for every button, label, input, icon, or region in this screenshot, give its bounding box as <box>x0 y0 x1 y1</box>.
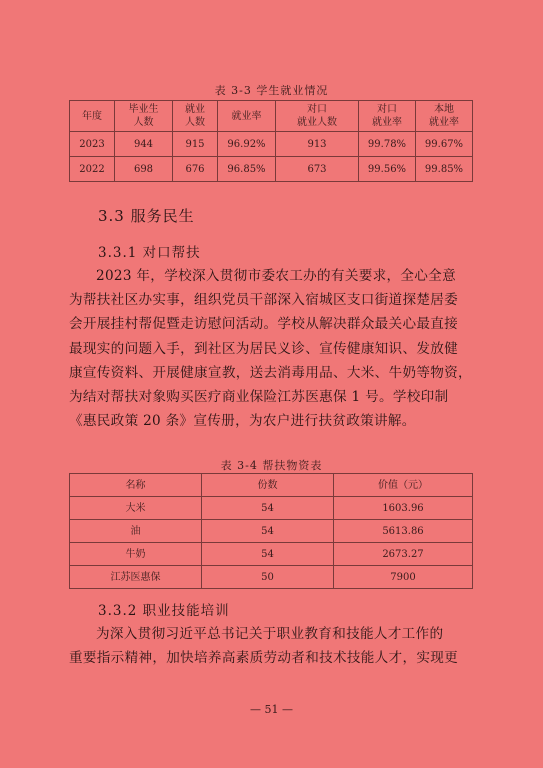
cell: 大米 <box>70 497 202 520</box>
table-3-4-caption: 表 3-4 帮扶物资表 <box>220 459 323 472</box>
table-row <box>70 566 473 589</box>
subsection-heading-3-3-1: 3.3.1 对口帮扶 <box>98 245 201 261</box>
cell: 913 <box>276 132 359 157</box>
section-heading: 3.3 服务民生 <box>98 207 195 225</box>
cell: 2673.27 <box>334 543 473 566</box>
cell: 江苏医惠保 <box>70 566 202 589</box>
header-employment-rate: 就业率 <box>218 101 276 132</box>
cell: 5613.86 <box>334 520 473 543</box>
table-header-row <box>70 101 473 132</box>
header-value: 价值（元） <box>334 474 473 497</box>
table-row <box>70 132 473 157</box>
paragraph-line: 最现实的问题入手，到社区为居民义诊、宣传健康知识、发放健 <box>69 340 459 357</box>
paragraph-line: 康宣传资料、开展健康宣教，送去消毒用品、大米、牛奶等物资， <box>69 364 472 381</box>
cell: 50 <box>202 566 334 589</box>
paragraph-line: 为帮扶社区办实事，组织党员干部深入宿城区支口街道探楚居委 <box>69 292 459 309</box>
cell: 698 <box>115 157 173 182</box>
cell: 915 <box>173 132 218 157</box>
header-year: 年度 <box>70 101 115 132</box>
cell: 1603.96 <box>334 497 473 520</box>
paragraph-training <box>69 622 474 670</box>
cell: 944 <box>115 132 173 157</box>
cell: 96.85% <box>218 157 276 182</box>
header-matched-rate: 对口 就业率 <box>359 101 416 132</box>
header-name: 名称 <box>70 474 202 497</box>
employment-table <box>69 100 473 182</box>
cell: 牛奶 <box>70 543 202 566</box>
page-number: — 51 — <box>250 703 293 716</box>
cell: 7900 <box>334 566 473 589</box>
subsection-heading-3-3-2: 3.3.2 职业技能培训 <box>98 603 230 619</box>
table-3-3-caption: 表 3-3 学生就业情况 <box>214 84 329 97</box>
header-employed: 就业 人数 <box>173 101 218 132</box>
cell: 676 <box>173 157 218 182</box>
header-graduates: 毕业生 人数 <box>115 101 173 132</box>
paragraph-assistance <box>69 264 474 433</box>
header-local-rate: 本地 就业率 <box>416 101 473 132</box>
cell: 54 <box>202 497 334 520</box>
paragraph-line: 《惠民政策 20 条》宣传册，为农户进行扶贫政策讲解。 <box>69 413 416 430</box>
paragraph-line: 为深入贯彻习近平总书记关于职业教育和技能人才工作的 <box>96 626 444 642</box>
header-matched-employed: 对口 就业人数 <box>276 101 359 132</box>
paragraph-line: 重要指示精神，加快培养高素质劳动者和技术技能人才，实现更 <box>69 650 459 667</box>
cell: 54 <box>202 543 334 566</box>
cell: 99.78% <box>359 132 416 157</box>
cell: 99.56% <box>359 157 416 182</box>
header-count: 份数 <box>202 474 334 497</box>
supplies-table <box>69 473 473 589</box>
table-header-row <box>70 474 473 497</box>
table-row <box>70 157 473 182</box>
paragraph-line: 会开展挂村帮促暨走访慰问活动。学校从解决群众最关心最直接 <box>69 316 459 333</box>
table-row <box>70 543 473 566</box>
cell: 96.92% <box>218 132 276 157</box>
cell: 54 <box>202 520 334 543</box>
cell: 油 <box>70 520 202 543</box>
cell: 2022 <box>70 157 115 182</box>
cell: 2023 <box>70 132 115 157</box>
cell: 673 <box>276 157 359 182</box>
paragraph-line: 为结对帮扶对象购买医疗商业保险江苏医惠保 1 号。学校印制 <box>69 389 449 406</box>
cell: 99.85% <box>416 157 473 182</box>
table-row <box>70 520 473 543</box>
cell: 99.67% <box>416 132 473 157</box>
table-row <box>70 497 473 520</box>
paragraph-line: 2023 年，学校深入贯彻市委农工办的有关要求，全心全意 <box>96 268 456 284</box>
